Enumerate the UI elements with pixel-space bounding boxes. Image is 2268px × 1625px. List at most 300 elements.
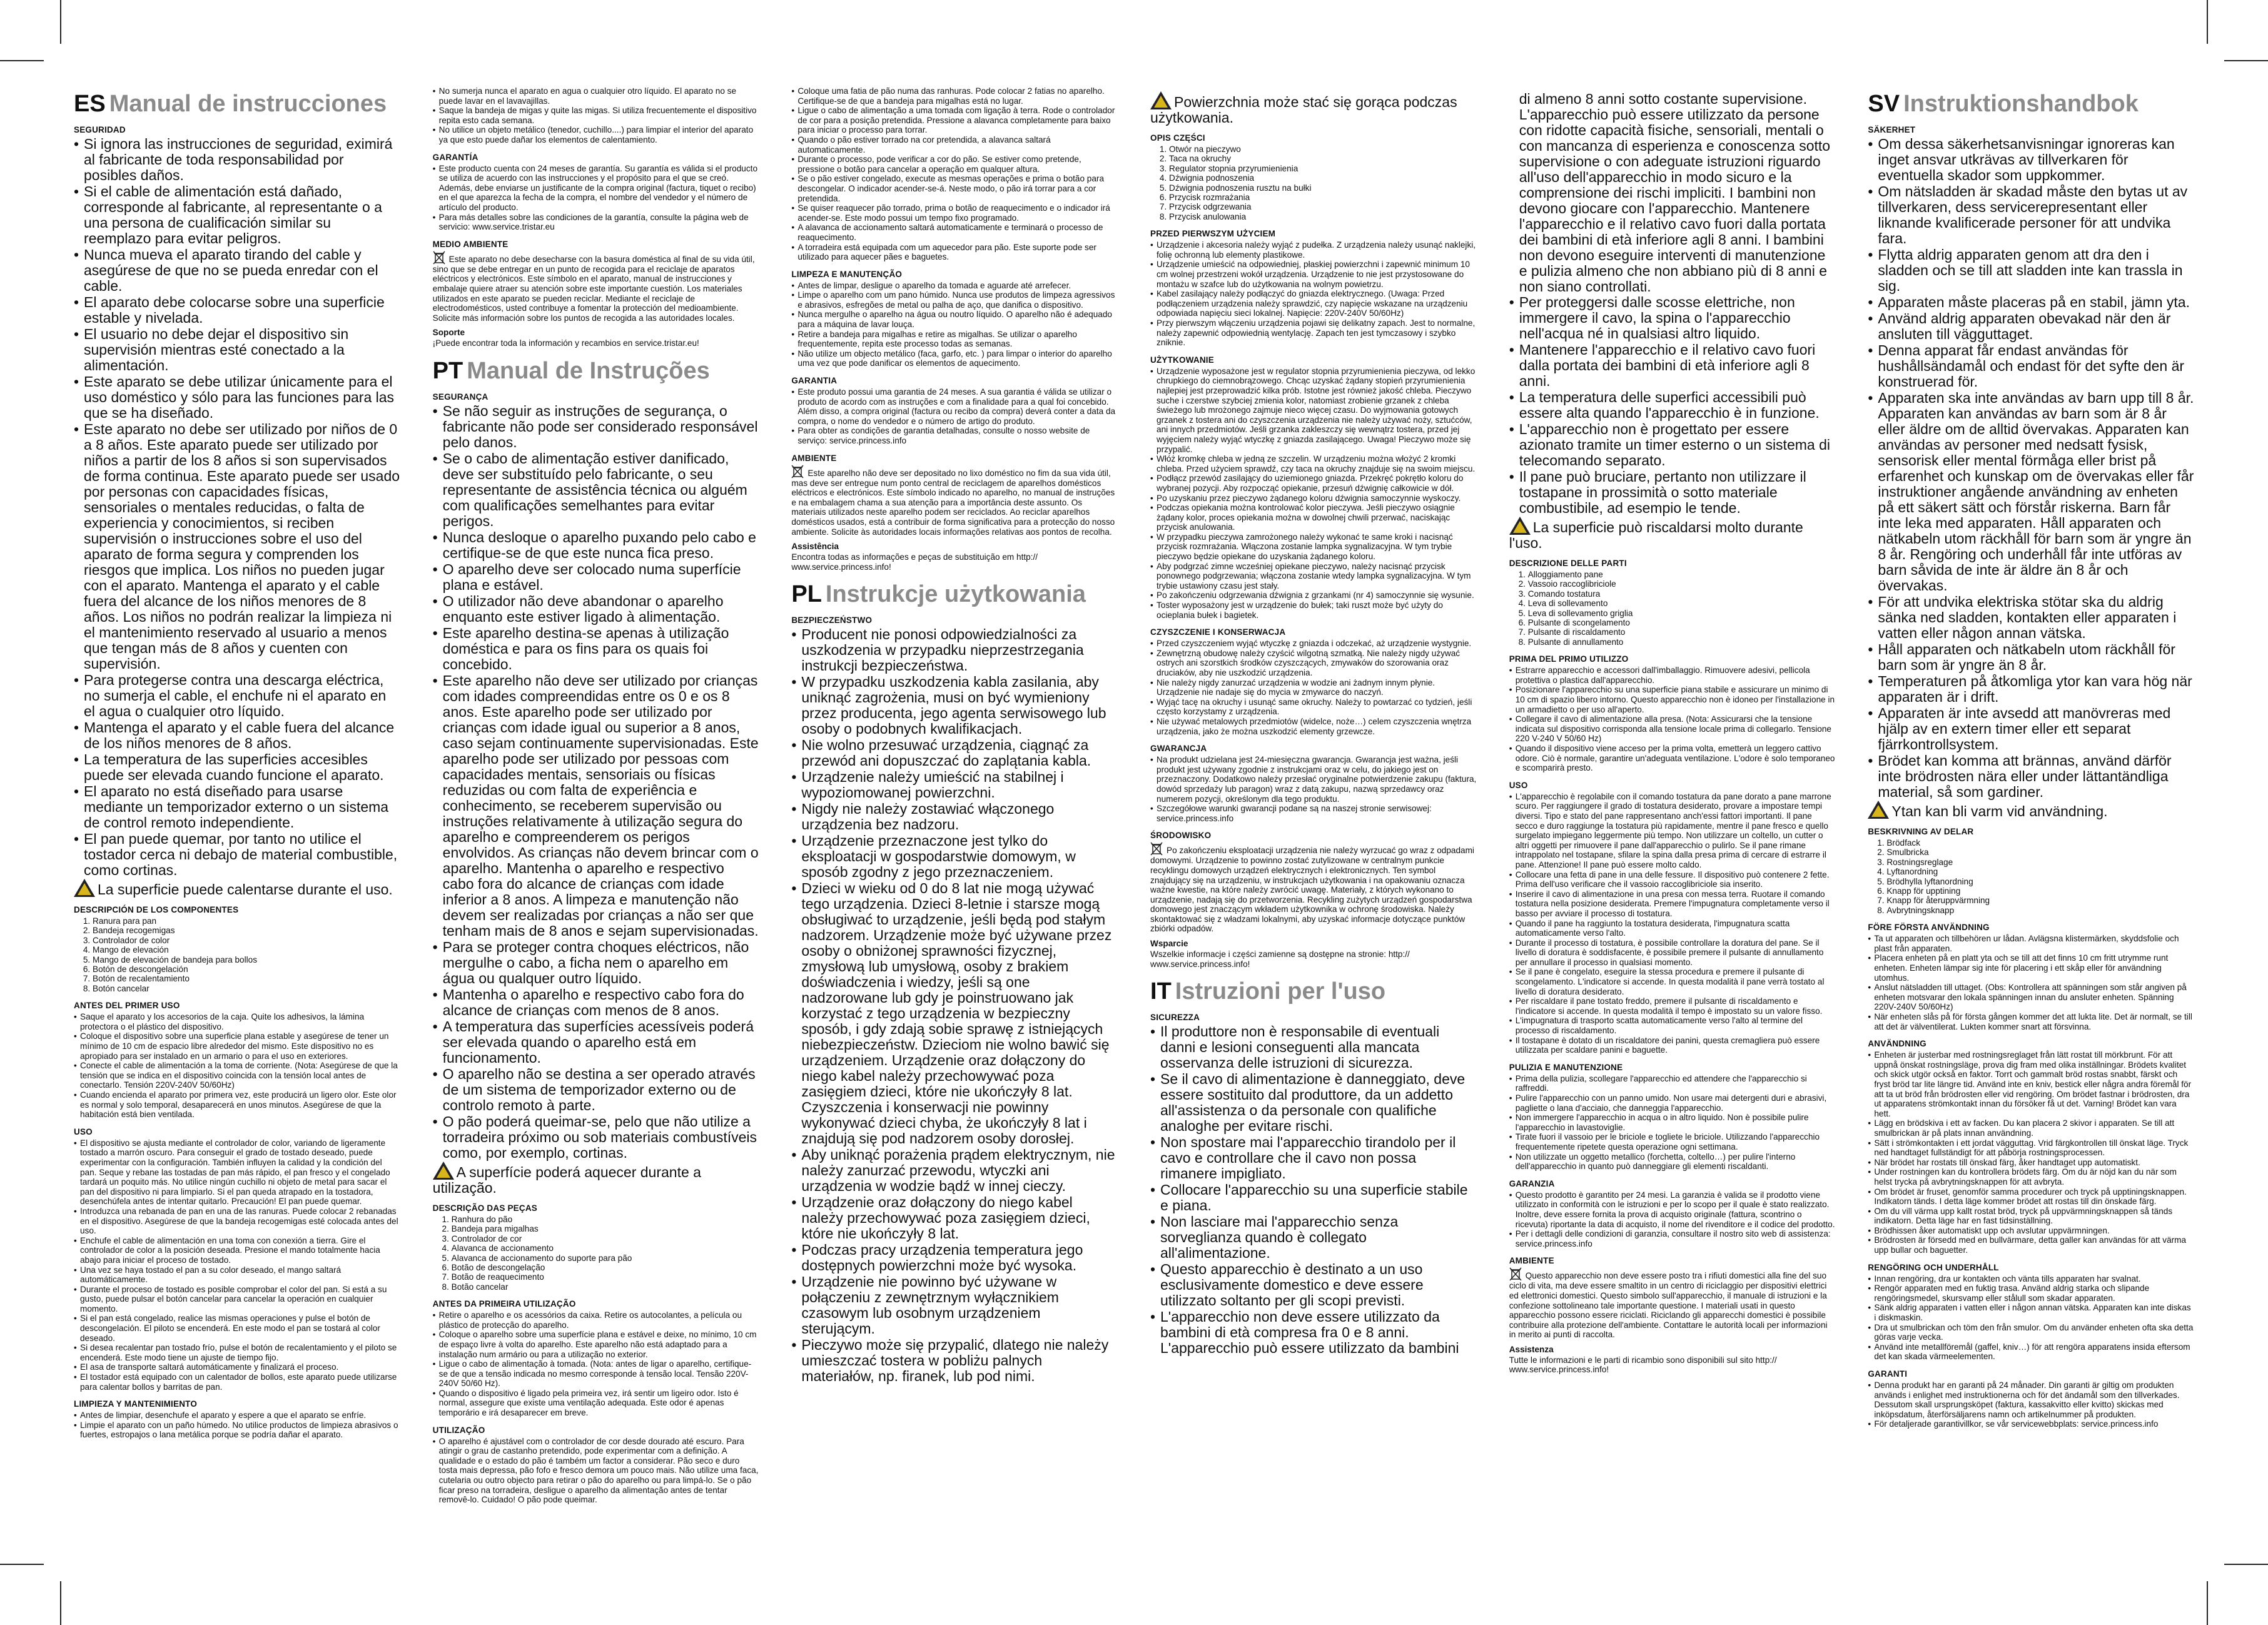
- heading: OPIS CZĘŚCI: [1150, 133, 1205, 143]
- heading: DESCRIZIONE DELLE PARTI: [1509, 559, 1627, 568]
- list-item: • Durante il processo di tostatura, è possibile controllare la doratura del pane. Se il livello di doratura è soddisfacente, è possibile premere il pulsante di annullamento per annullare il processo in qualsiasi momento.: [1509, 938, 1836, 968]
- list-item: • Este producto cuenta con 24 meses de garantía. Su garantía es válida si el producto se utiliza de acuerdo con las instrucciones y el propósito para el que se creó. Además, debe enviarse un justificante de la compra original (factura, tiquet o recibo) en el que aparezca la fecha de la compra, el nombre del vendedor y el número de artículo del producto.: [433, 164, 759, 213]
- list-item: 5. Alavanca de accionamento do suporte para pão: [452, 1253, 759, 1263]
- heading: DESCRIÇÃO DAS PEÇAS: [432, 1203, 537, 1213]
- warning-icon: [1868, 801, 1889, 819]
- lang-code: PT: [432, 357, 463, 384]
- list-item: • Este aparato se debe utilizar únicamente para el uso doméstico y sólo para las funciones para las que se ha diseñado.: [74, 374, 400, 421]
- warning-text: La superficie puede calentarse durante el uso.: [98, 881, 393, 898]
- crop-mark: [2224, 1564, 2268, 1565]
- crop-mark: [0, 60, 44, 61]
- column-es-pt: [433, 86, 759, 1544]
- warranty-list: [433, 164, 759, 232]
- list-item: • Si el pan está congelado, realice las mismas operaciones y pulse el botón de descongelación. El piloto se encenderá. En este modo el pan se tostará al color deseado.: [74, 1314, 400, 1343]
- support-text: Encontra todas as informações e peças de substituição em http:// www.service.princess.info!: [791, 552, 1038, 572]
- list-item: • Toster wyposażony jest w urządzenie do bułek; taki ruszt może być użyty do ocieplania bułek i bagietek.: [1150, 600, 1477, 620]
- environment-text: [791, 465, 1118, 537]
- heading: AMBIENTE: [791, 453, 837, 463]
- list-item: • Urządzenie i akcesoria należy wyjąć z pudełka. Z urządzenia należy usunąć naklejki, folię ochronną lub elementy plastikowe.: [1150, 240, 1477, 260]
- warning-line: [1150, 91, 1477, 126]
- list-item: 4. Leva di sollevamento: [1528, 599, 1836, 608]
- list-item: • Il pane può bruciare, pertanto non utilizzare il tostapane in prossimità o sotto materiale combustibile, ad esempio le tende.: [1509, 469, 1836, 516]
- list-item: • Urządzenie wyposażone jest w regulator stopnia przyrumienienia pieczywa, od lekko chrupkiego do ciemnobrązowego. Chcąc uzyskać żądany stopień przyrumienienia najlepiej jest przeprowadzić kilka prób. Istotne jest również jakość chleba. Pieczywo suche i czerstwe szybciej zmienia kolor, natomiast zrobienie grzanek z chleba świeżego lub mrożonego zajmuje nieco więcej czasu. Do wyjmowania gotowych grzanek z tostera ani do czyszczenia urządzenia nie należy używać noży, sztućców, ani innych przedmiotów. Jeśli grzanka zakleszczy się wewnątrz tostera, przed jej wyjęciem należy wyjąć wtyczkę z gniazda zasilającego. Uwaga! Pieczywo może się przypalić.: [1150, 367, 1477, 454]
- list-item: • Włóż kromkę chleba w jedną ze szczelin. W urządzeniu można włożyć 2 kromki chleba. Przed użyciem sprawdź, czy taca na okruchy znajduje się na swoim miejscu.: [1150, 454, 1477, 473]
- list-item: • W przypadku uszkodzenia kabla zasilania, aby uniknąć zagrożenia, musi on być wymieniony przez producenta, jego agenta serwisowego lub osoby o podobnych kwalifikacjach.: [791, 674, 1118, 737]
- first-use-list: [1150, 240, 1477, 348]
- list-item: • Na produkt udzielana jest 24-miesięczna gwarancja. Gwarancja jest ważna, jeśli produkt jest używany zgodnie z instrukcjami oraz w celu, do jakiego jest on przeznaczony. Dodatkowo należy przesłać oryginalne potwierdzenie zakupu (faktura, dowód sprzedaży lub paragon) wraz z datą zakupu, nazwą sprzedawcy oraz numerem pozycji, określonym dla tego produktu.: [1150, 755, 1477, 804]
- list-item: • Retire o aparelho e os acessórios da caixa. Retire os autocolantes, a película ou plástico de protecção do aparelho.: [433, 1310, 759, 1330]
- heading: SÄKERHET: [1868, 125, 1916, 134]
- warning-icon: [433, 1162, 454, 1180]
- list-item: • El tostador está equipado con un calentador de bollos, este aparato puede utilizarse para calentar bollos y barritas de pan.: [74, 1372, 400, 1392]
- list-item: • Kabel zasilający należy podłączyć do gniazda elektrycznego. (Uwaga: Przed podłączeniem urządzenia należy sprawdzić, czy napięcie wskazane na urządzeniu odpowiada napięciu sieci lokalnej. Napięcie: 220V-240V 50/60Hz): [1150, 289, 1477, 318]
- list-item: 3. Controlador de cor: [452, 1234, 759, 1243]
- heading: GWARANCJA: [1150, 744, 1207, 754]
- support-text: Tutte le informazioni e le parti di ricambio sono disponibili sul sito http:// www.service.princess.info!: [1509, 1355, 1777, 1375]
- safety-continued: di almeno 8 anni sotto costante supervisione. L'apparecchio può essere utilizzato da persone con ridotte capacità fisiche, sensoriali, mentali o con mancanza di esperienza e conoscenza sotto supervisione o con adeguate istruzioni riguardo all'uso dell'apparecchio in modo sicuro e la comprensione dei rischi impliciti. I bambini non devono giocare con l'apparecchio. Mantenere l'apparecchio e il relativo cavo fuori dalla portata dei bambini di età inferiore agli 8 anni. I bambini non devono eseguire interventi di manutenzione e pulizia almeno che non abbiano più di 8 anni e non siano controllati.: [1519, 91, 1831, 295]
- list-item: • Temperaturen på åtkomliga ytor kan vara hög när apparaten är i drift.: [1868, 674, 2194, 705]
- heading: LIMPIEZA Y MANTENIMIENTO: [74, 1399, 198, 1409]
- list-item: • O aparelho deve ser colocado numa superfície plana e estável.: [433, 562, 759, 593]
- parts-list: [74, 916, 400, 993]
- list-item: • El usuario no debe dejar el dispositivo sin supervisión mientras esté conectado a la alimentación.: [74, 327, 400, 373]
- list-item: • Nie wolno przesuwać urządzenia, ciągnąć za przewód ani dopuszczać do zaplątania kabla.: [791, 737, 1118, 769]
- heading: GARANZIA: [1509, 1178, 1555, 1188]
- parts-list: [1509, 570, 1836, 647]
- list-item: • Producent nie ponosi odpowiedzialności za uszkodzenia w przypadku nieprzestrzegania instrukcji bezpieczeństwa.: [791, 627, 1118, 674]
- list-item: • Apparaten ska inte användas av barn upp till 8 år. Apparaten kan användas av barn som är 8 år eller äldre om de alltid övervakas. Apparaten kan användas av personer med nedsatt fysisk, sensorisk eller mental förmåga eller brist på erfarenhet och kunskap om de övervakas eller får instruktioner angående användning av enheten på ett säkert sätt och förstår riskerna. Barn får inte leka med apparaten. Håll apparaten och nätkabeln utom räckhåll för barn som är yngre än 8 år. Rengöring och underhåll får inte utföras av barn såvida de inte är äldre än 8 år och övervakas.: [1868, 390, 2194, 594]
- environment-body: Este aparelho não deve ser depositado no lixo doméstico no fim da sua vida útil, mas deve ser entregue num ponto central de reciclagem de aparelhos domésticos eléctricos e electrónicos. Este símbolo indicado no aparelho, no manual de instruções e na embalagem chama a sua atenção para a importância deste assunto. Os materiais utilizados neste aparelho podem ser reciclados. Ao reciclar aparelhos domésticos usados, está a contribuir de forma significativa para a protecção do nosso ambiente. Solicite às autoridades locais informações relativas aos pontos de recolha.: [791, 468, 1115, 537]
- list-item: • Non spostare mai l'apparecchio tirandolo per il cavo e controllare che il cavo non possa rimanere impigliato.: [1150, 1135, 1477, 1182]
- manual-title: Istruzioni per l'uso: [1175, 978, 1386, 1005]
- list-item: 5. Leva di sollevamento griglia: [1528, 609, 1836, 618]
- heading: DESCRIPCIÓN DE LOS COMPONENTES: [74, 905, 239, 914]
- first-use-list: [74, 1012, 400, 1120]
- list-item: • Podłącz przewód zasilający do uziemionego gniazda. Przekręć pokrętło koloru do wybranej pozycji. Aby rozpocząć opiekanie, przesuń dźwignię całkowicie w dół.: [1150, 473, 1477, 493]
- list-item: • För att undvika elektriska stötar ska du aldrig sänka ned sladden, kontakten eller apparaten i vatten eller någon annan vätska.: [1868, 594, 2194, 641]
- heading: GARANTIA: [791, 376, 838, 386]
- list-item: • A torradeira está equipada com um aquecedor para pão. Este suporte pode ser utilizado para aquecer pães e baguetes.: [791, 243, 1118, 262]
- list-item: 1. Ranhura do pão: [452, 1215, 759, 1224]
- list-item: • Coloque o aparelho sobre uma superfície plana e estável e deixe, no mínimo, 10 cm de espaço livre à volta do aparelho. Este aparelho não está adaptado para a instalação num armário ou para a utilização no exterior.: [433, 1330, 759, 1359]
- support-text: Wszelkie informacje i części zamienne są dostępne na stronie: http:// www.service.princess.info!: [1150, 949, 1410, 969]
- crop-mark: [2224, 60, 2268, 61]
- list-item: • El aparato debe colocarse sobre una superficie estable y nivelada.: [74, 295, 400, 326]
- lang-code: ES: [74, 91, 106, 117]
- list-item: • O aparelho é ajustável com o controlador de cor desde dourado até escuro. Para atingir o grau de castanho pretendido, pode experimentar com a definição. A qualidade e o estado do pão é também um factor a considerar. Pão seco e duro tosta mais depressa, pão fofo e fresco demora um pouco mais. Não utilize uma faca, cutelaria ou outro objecto para retirar o pão do aparelho ou para limpá-lo. Se o pão ficar preso na torradeira, desligue o aparelho da alimentação antes de tentar removê-lo. Cuidado! O pão pode queimar.: [433, 1437, 759, 1505]
- heading: USO: [1509, 780, 1528, 790]
- heading: BEZPIECZEŃSTWO: [791, 615, 873, 625]
- heading: GARANTÍA: [432, 152, 478, 162]
- list-item: • Enchufe el cable de alimentación en una toma con conexión a tierra. Gire el controlador de color a la posición deseada. Presione el mando totalmente hacia abajo para iniciar el proceso de tostado.: [74, 1236, 400, 1265]
- list-item: 3. Regulator stopnia przyrumienienia: [1169, 164, 1477, 173]
- use-list: [433, 1437, 759, 1505]
- list-item: 6. Knapp för upptining: [1886, 886, 2194, 896]
- list-item: 7. Botón de recalentamiento: [93, 974, 400, 983]
- list-item: 6. Przycisk rozmrażania: [1169, 193, 1477, 202]
- manual-title: Manual de Instruções: [467, 357, 710, 384]
- support-text: ¡Puede encontrar toda la información y recambios en service.tristar.eu!: [432, 338, 699, 348]
- list-item: • Coloque el dispositivo sobre una superficie plana estable y asegúrese de tener un mínimo de 10 cm de espacio libre alrededor del mismo. Este dispositivo no es apropiado para ser instalado en un armario o para el uso en exteriores.: [74, 1031, 400, 1061]
- manual-title: Instruktionshandbok: [1903, 91, 2139, 117]
- warranty-list: [1509, 1190, 1836, 1249]
- heading: MEDIO AMBIENTE: [432, 239, 509, 249]
- list-item: • La temperatura delle superfici accessibili può essere alta quando l'apparecchio è in funzione.: [1509, 390, 1836, 421]
- heading: RENGÖRING OCH UNDERHÅLL: [1868, 1262, 1999, 1272]
- heading: ANTES DEL PRIMER USO: [74, 1001, 180, 1011]
- list-item: • Retire a bandeja para migalhas e retire as migalhas. Se utilizar o aparelho frequentemente, repita este processo todas as semanas.: [791, 330, 1118, 349]
- list-item: • Este aparelho destina-se apenas à utilização doméstica e para os fins para os quais foi concebido.: [433, 625, 759, 672]
- lang-code: IT: [1150, 978, 1172, 1005]
- parts-list: [433, 1215, 759, 1292]
- list-item: 2. Smulbricka: [1886, 848, 2194, 857]
- warning-text: Ytan kan bli varm vid användning.: [1891, 803, 2108, 819]
- list-item: 2. Vassoio raccoglibriciole: [1528, 579, 1836, 589]
- list-item: 8. Botão cancelar: [452, 1282, 759, 1292]
- list-item: 2. Bandeja para migalhas: [452, 1224, 759, 1233]
- list-item: 1. Otwór na pieczywo: [1169, 144, 1477, 154]
- list-item: • Sänk aldrig apparaten i vatten eller i någon annan vätska. Apparaten kan inte diskas i diskmaskin.: [1868, 1303, 2194, 1322]
- heading: PULIZIA E MANUTENZIONE: [1509, 1062, 1623, 1072]
- environment-body: Po zakończeniu eksploatacji urządzenia nie należy wyrzucać go wraz z odpadami domowymi. Urządzenie to powinno zostać zutylizowane w centralnym punkcie recyklingu domowych urządzeń elektrycznych i elektronicznych. Ten symbol znajdujący się na urządzeniu, w instrukcjach użytkowania i na opakowaniu oznacza ważne kwestie, na które należy zwrócić uwagę. Materiały, z których wykonano to urządzenie, nadają się do przetworzenia. Recykling zużytych urządzeń gospodarstwa domowego jest znaczącym wkładem użytkownika w ochronę środowiska. Należy skontaktować się z władzami lokalnymi, aby uzyskać informacje dotyczące punktów zbiórki odpadów.: [1150, 846, 1474, 934]
- list-item: • Urządzenie umieścić na odpowiedniej, płaskiej powierzchni i zapewnić minimum 10 cm wolnej przestrzeni wokół urządzenia. Urządzenie to nie jest przystosowane do montażu w szafce lub do użytkowania na wolnym powietrzu.: [1150, 260, 1477, 289]
- list-item: • Przed czyszczeniem wyjąć wtyczkę z gniazda i odczekać, aż urządzenie wystygnie.: [1150, 639, 1477, 649]
- list-item: • Szczegółowe warunki gwarancji podane są na naszej stronie serwisowej: service.princess.info: [1150, 804, 1477, 823]
- list-item: • Per riscaldare il pane tostato freddo, premere il pulsante di riscaldamento e l'indicatore si accende. In questa modalità il tempo è impostato su un valore fisso.: [1509, 996, 1836, 1016]
- list-item: • Se quiser reaquecer pão torrado, prima o botão de reaquecimento e o indicador irá acender-se. Este modo possui um tempo fixo programado.: [791, 203, 1118, 223]
- list-item: • Pulire l'apparecchio con un panno umido. Non usare mai detergenti duri e abrasivi, pagliette o lana d'acciaio, che danneggia l'apparecchio.: [1509, 1093, 1836, 1113]
- list-item: 6. Botón de descongelación: [93, 964, 400, 974]
- list-item: • Ligue o cabo de alimentação a uma tomada com ligação à terra. Rode o controlador de cor para a posição pretendida. Pressione a alavanca completamente para baixo para iniciar o processo para torrar.: [791, 106, 1118, 135]
- environment-body: Questo apparecchio non deve essere posto tra i rifiuti domestici alla fine del suo ciclo di vita, ma deve essere smaltito in un centro di riciclaggio per dispositivi elettrici ed elettronici domestici. Questo simbolo sull'apparecchio, il manuale di istruzioni e la confezione sottolineano tale importante questione. I materiali usati in questo apparecchio possono essere riciclati. Riciclando gli apparecchi domestici è possibile contribuire alla protezione dell'ambiente. Contattare le autorità locali per informazioni in merito ai punti di raccolta.: [1509, 1271, 1828, 1340]
- manual-page: [74, 86, 2194, 1544]
- section-title-es: [74, 90, 400, 118]
- parts-list: [1150, 144, 1477, 221]
- list-item: 7. Pulsante di riscaldamento: [1528, 627, 1836, 637]
- list-item: 8. Przycisk anulowania: [1169, 212, 1477, 221]
- safety-list-continued: [1509, 295, 1836, 516]
- list-item: • När brödet har rostats till önskad färg, åker handtaget upp automatiskt.: [1868, 1158, 2194, 1168]
- list-item: • Collocare l'apparecchio su una superficie stabile e piana.: [1150, 1182, 1477, 1213]
- crop-mark: [60, 0, 61, 44]
- list-item: • No utilice un objeto metálico (tenedor, cuchillo....) para limpiar el interior del aparato ya que esto puede dañar los elementos de calentamiento.: [433, 125, 759, 144]
- list-item: • Este produto possui uma garantia de 24 meses. A sua garantia é válida se utilizar o produto de acordo com as instruções e com a finalidade para a qual foi concebido. Além disso, a compra original (factura ou recibo da compra) deverá conter a data da compra, o nome do vendedor e o número de artigo do produto.: [791, 387, 1118, 426]
- recycle-bin-icon: [1509, 1267, 1522, 1281]
- list-item: • Mantenga el aparato y el cable fuera del alcance de los niños menores de 8 años.: [74, 720, 400, 751]
- list-item: • Denna produkt har en garanti på 24 månader. Din garanti är giltig om produkten används i enlighet med instruktionerna och för det ändamål som den tillverkades. Dessutom skall ursprungsköpet (faktura, kassakvitto eller kvitto) skickas med inköpsdatum, återförsäljarens namn och artikelnummer på produkten.: [1868, 1380, 2194, 1419]
- warranty-list: [1150, 755, 1477, 823]
- list-item: • Se o pão estiver congelado, execute as mesmas operações e prima o botão para descongelar. O indicador acender-se-á. Neste modo, o pão irá torrar para a cor pretendida.: [791, 174, 1118, 203]
- section-title-it: [1150, 978, 1477, 1005]
- recycle-bin-icon: [1150, 842, 1163, 856]
- list-item: • Ligue o cabo de alimentação à tomada. (Nota: antes de ligar o aparelho, certifique-se de que a tensão indicada no mesmo corresponde à tensão local. Tensão 220V-240V 50/60 Hz).: [433, 1359, 759, 1389]
- list-item: 3. Rostningsreglage: [1886, 858, 2194, 867]
- support-heading: Assistência: [791, 542, 839, 552]
- list-item: • Nigdy nie należy zostawiać włączonego urządzenia bez nadzoru.: [791, 801, 1118, 833]
- heading: FÖRE FÖRSTA ANVÄNDNING: [1868, 923, 1990, 933]
- list-item: • Quando o dispositivo é ligado pela primeira vez, irá sentir um ligeiro odor. Isto é normal, assegure que existe uma ventilação adequada. Este odor é apenas temporário e irá desaparecer em breve.: [433, 1389, 759, 1418]
- clean-list: [1150, 639, 1477, 736]
- use-list: [74, 1138, 400, 1392]
- list-item: • Non utilizzate un oggetto metallico (forchetta, coltello…) per pulire l'interno dell'apparecchio in quanto può danneggiare gli elementi riscaldanti.: [1509, 1152, 1836, 1172]
- heading: PRIMA DEL PRIMO UTILIZZO: [1509, 654, 1629, 664]
- list-item: • Coloque uma fatia de pão numa das ranhuras. Pode colocar 2 fatias no aparelho. Certifique-se de que a bandeja para migalhas está no lugar.: [791, 86, 1118, 106]
- list-item: 5. Brödhylla lyftanordning: [1886, 877, 2194, 886]
- list-item: • Non immergere l'apparecchio in acqua o in altro liquido. Non è possibile pulire l'apparecchio in lavastoviglie.: [1509, 1113, 1836, 1132]
- list-item: • Antes de limpar, desligue o aparelho da tomada e aguarde até arrefecer.: [791, 281, 1118, 291]
- list-item: 5. Mango de elevación de bandeja para bollos: [93, 955, 400, 964]
- list-item: • Questo prodotto è garantito per 24 mesi. La garanzia è valida se il prodotto viene utilizzato in conformità con le istruzioni e per lo scopo per il quale è stato realizzato. Inoltre, deve essere fornita la prova di acquisto originale (fattura, scontrino o ricevuta) riportante la data di acquisto, il nome del rivenditore e il codice del prodotto.: [1509, 1190, 1836, 1229]
- heading: BESKRIVNING AV DELAR: [1868, 827, 1974, 836]
- warning-line: [1868, 801, 2194, 819]
- crop-mark: [2207, 0, 2208, 44]
- list-item: • Estrarre apparecchio e accessori dall'imballaggio. Rimuovere adesivi, pellicola protettiva o plastica dall'apparecchio.: [1509, 666, 1836, 685]
- list-item: • Se o cabo de alimentação estiver danificado, deve ser substituído pelo fabricante, o seu representante de assistência técnica ou alguém com qualificações semelhantes para evitar perigos.: [433, 451, 759, 529]
- warning-line: [74, 879, 400, 898]
- list-item: • Zewnętrzną obudowę należy czyścić wilgotną szmatką. Nie należy nigdy używać ostrych ani szorstkich środków czyszczących, zmywaków do szorowania oraz druciaków, aby nie uszkodzić urządzenia.: [1150, 649, 1477, 678]
- heading: GARANTI: [1868, 1369, 1908, 1379]
- list-item: • Mantenha o aparelho e respectivo cabo fora do alcance de crianças com menos de 8 anos.: [433, 987, 759, 1018]
- list-item: • Nunca desloque o aparelho puxando pelo cabo e certifique-se de que este nunca fica preso.: [433, 530, 759, 561]
- support-heading: Wsparcie: [1150, 939, 1188, 949]
- list-item: • Se não seguir as instruções de segurança, o fabricante não pode ser considerado responsável pelo danos.: [433, 403, 759, 450]
- section-title-sv: [1868, 90, 2194, 118]
- list-item: • L'apparecchio non deve essere utilizzato da bambini di età compresa fra 0 e 8 anni. L'apparecchio può essere utilizzato da bambini: [1150, 1309, 1477, 1356]
- list-item: • Flytta aldrig apparaten genom att dra den i sladden och se till att sladden inte kan trassla in sig.: [1868, 247, 2194, 294]
- list-item: • Po zakończeniu odgrzewania dźwignia z grzankami (nr 4) samoczynnie się wysunie.: [1150, 590, 1477, 600]
- list-item: • La temperatura de las superficies accesibles puede ser elevada cuando funcione el aparato.: [74, 752, 400, 783]
- list-item: • L'impugnatura di trasporto scatta automaticamente verso l'alto al termine del processo di riscaldamento.: [1509, 1016, 1836, 1035]
- crop-mark: [0, 1564, 44, 1565]
- list-item: • Collocare una fetta di pane in una delle fessure. Il dispositivo può contenere 2 fette. Prima dell'uso verificare che il vassoio raccoglibriciole sia inserito.: [1509, 870, 1836, 889]
- list-item: • Conecte el cable de alimentación a la toma de corriente. (Nota: Asegúrese de que la tensión que se indica en el dispositivo coincida con la tensión local antes de conectarlo. Tensión 220V-240V 50/60Hz): [74, 1061, 400, 1090]
- list-item: 1. Brödfack: [1886, 838, 2194, 848]
- heading: LIMPEZA E MANUTENÇÃO: [791, 269, 903, 279]
- clean-list: [74, 1410, 400, 1440]
- column-es: [74, 86, 400, 1544]
- list-item: • Per proteggersi dalle scosse elettriche, non immergere il cavo, la spina o l'apparecchio nell'acqua né in qualsiasi altro liquido.: [1509, 295, 1836, 342]
- column-pt-pl: [791, 86, 1118, 1544]
- list-item: 1. Ranura para pan: [93, 916, 400, 926]
- first-use-list: [1509, 666, 1836, 773]
- list-item: • A alavanca de accionamento saltará automaticamente e terminará o processo de reaquecimento.: [791, 223, 1118, 242]
- list-item: • Para más detalles sobre las condiciones de la garantía, consulte la página web de servicio: www.service.tristar.eu: [433, 213, 759, 232]
- warning-line: [1509, 517, 1836, 551]
- heading: PRZED PIERWSZYM UŻYCIEM: [1150, 229, 1276, 239]
- list-item: • Saque la bandeja de migas y quite las migas. Si utiliza frecuentemente el dispositivo repita esto cada semana.: [433, 106, 759, 125]
- list-item: • Urządzenie należy umieścić na stabilnej i wypoziomowanej powierzchni.: [791, 769, 1118, 801]
- lang-code: SV: [1868, 91, 1900, 117]
- list-item: • Apparaten är inte avsedd att manövreras med hjälp av en extern timer eller ett separat fjärrkontrollsystem.: [1868, 706, 2194, 752]
- list-item: • Podczas opiekania można kontrolować kolor pieczywa. Jeśli pieczywo osiągnie żądany kolor, proces opiekania można w dowolnej chwili przerwać, naciskając przycisk anulowania.: [1150, 503, 1477, 532]
- list-item: • El aparato no está diseñado para usarse mediante un temporizador externo o un sistema de control remoto independiente.: [74, 784, 400, 831]
- list-item: 3. Comando tostatura: [1528, 589, 1836, 599]
- list-item: • Si ignora las instrucciones de seguridad, eximirá al fabricante de toda responsabilidad por posibles daños.: [74, 136, 400, 183]
- heading: SEGURANÇA: [432, 392, 489, 402]
- list-item: • Durante o processo, pode verificar a cor do pão. Se estiver como pretende, pressione o botão para cancelar a operação em qualquer altura.: [791, 154, 1118, 174]
- list-item: • Håll apparaten och nätkabeln utom räckhåll för barn som är yngre än 8 år.: [1868, 642, 2194, 673]
- list-item: 6. Pulsante di scongelamento: [1528, 618, 1836, 627]
- list-item: • Para se proteger contra choques eléctricos, não mergulhe o cabo, a ficha nem o aparelho em água ou qualquer outro líquido.: [433, 939, 759, 986]
- use-list-continued: [791, 86, 1118, 262]
- support-heading: Soporte: [432, 328, 465, 338]
- list-item: 7. Przycisk odgrzewania: [1169, 202, 1477, 211]
- clean-list: [791, 281, 1118, 368]
- list-item: 5. Dźwignia podnoszenia rusztu na bułki: [1169, 183, 1477, 193]
- safety-list: [1868, 136, 2194, 800]
- heading: UŻYTKOWANIE: [1150, 355, 1214, 365]
- list-item: • Under rostningen kan du kontrollera brödets färg. Om du är nöjd kan du när som helst trycka på avbrytningsknappen för att avbryta.: [1868, 1167, 2194, 1187]
- environment-text: [1150, 842, 1477, 934]
- environment-text: [433, 251, 759, 323]
- warning-text: La superficie può riscaldarsi molto durante l'uso.: [1509, 519, 1803, 551]
- list-item: • Dra ut smulbrickan och töm den från smulor. Om du använder enheten ofta ska detta göras varje vecka.: [1868, 1323, 2194, 1342]
- list-item: • Saque el aparato y los accesorios de la caja. Quite los adhesivos, la lámina protectora o el plástico del dispositivo.: [74, 1012, 400, 1031]
- list-item: • Podczas pracy urządzenia temperatura jego dostępnych powierzchni może być wysoka.: [791, 1242, 1118, 1273]
- list-item: • Wyjąć tacę na okruchy i usunąć same okruchy. Należy to powtarzać co tydzień, jeśli często korzystamy z urządzenia.: [1150, 697, 1477, 717]
- list-item: • O pão poderá queimar-se, pelo que não utilize a torradeira próximo ou sob materiais combustíveis como, por exemplo, cortinas.: [433, 1114, 759, 1161]
- list-item: • Se il pane è congelato, eseguire la stessa procedura e premere il pulsante di scongelamento. L'indicatore si accende. In questa modalità il pane verrà tostato al livello di doratura desiderato.: [1509, 967, 1836, 996]
- list-item: • El asa de transporte saltará automáticamente y finalizará el proceso.: [74, 1362, 400, 1372]
- manual-title: Instrukcje użytkowania: [825, 581, 1086, 608]
- list-item: • Brödhissen åker automatiskt upp och avslutar uppvärmningen.: [1868, 1226, 2194, 1236]
- list-item: • Mantenere l'apparecchio e il relativo cavo fuori dalla portata dei bambini di età inferiore agli 8 anni.: [1509, 342, 1836, 389]
- list-item: • Quando o pão estiver torrado na cor pretendida, a alavanca saltará automaticamente.: [791, 135, 1118, 154]
- list-item: • Placera enheten på en platt yta och se till att det finns 10 cm fritt utrymme runt enheten. Enheten lämpar sig inte för placering i ett skåp eller för användning utomhus.: [1868, 953, 2194, 983]
- heading: SEGURIDAD: [74, 125, 126, 134]
- list-item: • Använd inte metallföremål (gaffel, kniv…) för att rengöra apparatens insida eftersom det kan skada värmeelementen.: [1868, 1342, 2194, 1362]
- list-item: • Este aparato no debe ser utilizado por niños de 0 a 8 años. Este aparato puede ser utilizado por niños a partir de los 8 años si son supervisados de forma continua. Este aparato puede ser usado por personas con capacidades físicas, sensoriales o mentales reducidas, o falta de experiencia y conocimientos, si reciben supervisión o instrucciones sobre el uso del aparato de forma segura y comprenden los riesgos que implica. Los niños no pueden jugar con el aparato. Mantenga el aparato y el cable fuera del alcance de los niños menores de 8 años. Los niños no podrán realizar la limpieza ni el mantenimiento reservado al usuario a menos que tengan más de 8 años y cuenten con supervisión.: [74, 422, 400, 672]
- list-item: • O aparelho não se destina a ser operado através de um sistema de temporizador externo ou de controlo remoto à parte.: [433, 1066, 759, 1113]
- list-item: • Innan rengöring, dra ur kontakten och vänta tills apparaten har svalnat.: [1868, 1274, 2194, 1284]
- list-item: • Om du vill värma upp kallt rostat bröd, tryck på uppvärmningsknappen så tänds indikatorn. Detta läge har en fast tidsinställning.: [1868, 1207, 2194, 1226]
- use-list: [1868, 1050, 2194, 1255]
- list-item: • Durante el proceso de tostado es posible comprobar el color del pan. Si está a su gusto, puede pulsar el botón cancelar para cancelar la operación en cualquier momento.: [74, 1285, 400, 1314]
- warning-icon: [1150, 91, 1172, 109]
- heading: ANVÄNDNING: [1868, 1039, 1926, 1049]
- column-pl: [1150, 86, 1477, 1544]
- safety-list: [1150, 1024, 1477, 1356]
- list-item: • Cuando encienda el aparato por primera vez, este producirá un ligero olor. Este olor es normal y solo temporal, desaparecerá en unos minutos. Asegúrese de que la habitación está bien ventilada.: [74, 1090, 400, 1120]
- list-item: • Non lasciare mai l'apparecchio senza sorveglianza quando è collegato all'alimentazione.: [1150, 1214, 1477, 1261]
- list-item: • W przypadku pieczywa zamrożonego należy wykonać te same kroki i nacisnąć przycisk rozmrażania. Włączona zostanie lampka sygnalizacyjna. W tym trybie pieczywo będzie opiekane do uzyskania żądanego koloru.: [1150, 532, 1477, 562]
- safety-list: [791, 627, 1118, 1384]
- list-item: • Tirate fuori il vassoio per le briciole e togliete le briciole. Utilizzando l'apparecchio frequentemente ripetete questa operazione ogni settimana.: [1509, 1132, 1836, 1152]
- list-item: • Nie używać metalowych przedmiotów (widelce, noże…) celem czyszczenia wnętrza urządzenia, jako że można uszkodzić elementy grzewcze.: [1150, 717, 1477, 736]
- environment-text: [1509, 1267, 1836, 1340]
- list-item: 6. Botão de descongelação: [452, 1263, 759, 1272]
- recycle-bin-icon: [433, 251, 445, 265]
- list-item: • Posizionare l'apparecchio su una superficie piana stabile e assicurare un minimo di 10 cm di spazio libero intorno. Questo apparecchio non è idoneo per l'installazione in un armadietto o per uso all'aperto.: [1509, 685, 1836, 714]
- list-item: • Om brödet är fruset, genomför samma procedurer och tryck på upptiningsknappen. Indikatorn tänds. I detta läge kommer brödet att rostas till din önskade färg.: [1868, 1187, 2194, 1207]
- list-item: • Lägg en brödskiva i ett av facken. Du kan placera 2 skivor i apparaten. Se till att smulbrickan är på plats innan användning.: [1868, 1118, 2194, 1138]
- list-item: • Po uzyskaniu przez pieczywo żądanego koloru dźwignia samoczynnie wyskoczy.: [1150, 494, 1477, 504]
- list-item: • Apparaten måste placeras på en stabil, jämn yta.: [1868, 295, 2194, 310]
- clean-list: [1509, 1074, 1836, 1172]
- first-use-list: [433, 1310, 759, 1418]
- list-item: 7. Knapp för återuppvärmning: [1886, 896, 2194, 905]
- heading: AMBIENTE: [1509, 1256, 1554, 1266]
- list-item: 1. Alloggiamento pane: [1528, 570, 1836, 579]
- first-use-list: [1868, 934, 2194, 1031]
- column-it: [1509, 86, 1836, 1544]
- list-item: • Quando il pane ha raggiunto la tostatura desiderata, l'impugnatura scatta automaticamente verso l'alto.: [1509, 919, 1836, 938]
- list-item: 4. Lyftanordning: [1886, 867, 2194, 876]
- list-item: • Nie należy nigdy zanurzać urządzenia w wodzie ani żadnym innym płynie. Urządzenie nie nadaje się do mycia w zmywarce do naczyń.: [1150, 678, 1477, 697]
- list-item: • Para obter as condições de garantia detalhadas, consulte o nosso website de serviço: service.princess.info: [791, 426, 1118, 445]
- list-item: 4. Mango de elevación: [93, 945, 400, 954]
- use-list: [1509, 792, 1836, 1055]
- list-item: 8. Pulsante di annullamento: [1528, 637, 1836, 647]
- warning-text: A superfície poderá aquecer durante a utilização.: [432, 1163, 701, 1196]
- manual-title: Manual de instrucciones: [109, 91, 387, 117]
- list-item: • Questo apparecchio è destinato a un uso esclusivamente domestico e deve essere utilizzato soltanto per gli scopi previsti.: [1150, 1262, 1477, 1309]
- list-item: • Este aparelho não deve ser utilizado por crianças com idades compreendidas entre os 0 e os 8 anos. Este aparelho pode ser utilizado por crianças com idade igual ou superior a 8 anos, caso sejam continuamente supervisionadas. Este aparelho pode ser utilizado por pessoas com capacidades mentais, sensoriais ou físicas reduzidas ou com falta de experiência e conhecimento, se receberem supervisão ou instruções relativamente à utilização segura do aparelho e compreenderem os perigos envolvidos. As crianças não devem brincar com o aparelho. Mantenha o aparelho e respectivo cabo fora do alcance de crianças com idade inferior a 8 anos. A limpeza e manutenção não devem ser realizadas por crianças a não ser que tenham mais de 8 anos e sejam supervisionadas.: [433, 673, 759, 939]
- list-item: • Per i dettagli delle condizioni di garanzia, consultare il nostro sito web di assistenza: service.princess.info: [1509, 1229, 1836, 1248]
- clean-list-continued: [433, 86, 759, 145]
- list-item: • El dispositivo se ajusta mediante el controlador de color, variando de ligeramente tostado a marrón oscuro. Para conseguir el grado de tostado deseado, puede experimentar con la configuración. También influyen la calidad y la condición del pan. Seque y rebane las tostadas de pan más rápido, el pan fresco y el congelado tardará un poquito más. No utilice ningún cuchillo ni objeto de metal para sacar el pan del dispositivo ni para limpiarlo. Si el pan queda atrapado en la tostadora, desenchúfela antes de intentar quitarlo. Precaución! El pan puede quemar.: [74, 1138, 400, 1207]
- list-item: • El pan puede quemar, por tanto no utilice el tostador cerca ni debajo de material combustible, como cortinas.: [74, 831, 400, 878]
- list-item: • Aby podgrzać zimne wcześniej opiekane pieczywo, należy nacisnąć przycisk ponownego podgrzewania; włączona zostanie wtedy lampka sygnalizacyjna. W tym trybie ustawiony czasu jest stały.: [1150, 562, 1477, 591]
- list-item: • Urządzenie oraz dołączony do niego kabel należy przechowywać poza zasięgiem dzieci, które nie ukończyły 8 lat.: [791, 1195, 1118, 1242]
- list-item: • Se il cavo di alimentazione è danneggiato, deve essere sostituito dal produttore, da un addetto all'assistenza o da personale con qualifiche analoghe per evitare rischi.: [1150, 1071, 1477, 1134]
- warning-text: Powierzchnia może stać się gorąca podczas użytkowania.: [1150, 94, 1457, 126]
- list-item: • Não utilize um objecto metálico (faca, garfo, etc. ) para limpar o interior do aparelho uma vez que pode danificar os elementos de aquecimento.: [791, 349, 1118, 368]
- crop-mark: [60, 1581, 61, 1625]
- list-item: 2. Bandeja recogemigas: [93, 926, 400, 935]
- list-item: • För detaljerade garantivillkor, se vår servicewebbplats: service.princess.info: [1868, 1419, 2194, 1429]
- warning-line: [433, 1162, 759, 1196]
- support-heading: Assistenza: [1509, 1344, 1554, 1354]
- section-title-pt: [433, 357, 759, 385]
- list-item: • Collegare il cavo di alimentazione alla presa. (Nota: Assicurarsi che la tensione indicata sul dispositivo corrisponda alla tensione locale prima di collegarlo. Tensione 220 V-240 V 50/60 Hz): [1509, 714, 1836, 744]
- list-item: • Una vez se haya tostado el pan a su color deseado, el mango saltará automáticamente.: [74, 1265, 400, 1285]
- heading: SICUREZZA: [1150, 1013, 1200, 1023]
- lang-code: PL: [791, 581, 822, 608]
- heading: ŚRODOWISKO: [1150, 831, 1212, 841]
- list-item: • Il tostapane è dotato di un riscaldatore dei panini, questa cremagliera può essere utilizzata per scaldare panini e baguette.: [1509, 1036, 1836, 1055]
- parts-list: [1868, 838, 2194, 915]
- list-item: 4. Alavanca de accionamento: [452, 1243, 759, 1253]
- list-item: • Urządzenie przeznaczone jest tylko do eksploatacji w gospodarstwie domowym, w sposób zgodny z jego przeznaczeniem.: [791, 833, 1118, 880]
- column-sv: [1868, 86, 2194, 1544]
- list-item: • Limpe o aparelho com um pano húmido. Nunca use produtos de limpeza agressivos e abrasivos, esfregões de metal ou palha de aço, que danifica o dispositivo.: [791, 290, 1118, 310]
- list-item: • När enheten slås på för första gången kommer det att lukta lite. Det är normalt, se till att det är välventilerat. Lukten kommer snart att försvinna.: [1868, 1012, 2194, 1031]
- list-item: 4. Dźwignia podnoszenia: [1169, 173, 1477, 183]
- list-item: • Prima della pulizia, scollegare l'apparecchio ed attendere che l'apparecchio si raffreddi.: [1509, 1074, 1836, 1093]
- list-item: • Si desea recalentar pan tostado frío, pulse el botón de recalentamiento y el piloto se encenderá. Este modo tiene un ajuste de tiempo fijo.: [74, 1343, 400, 1362]
- list-item: • Ta ut apparaten och tillbehören ur lådan. Avlägsna klistermärken, skyddsfolie och plast från apparaten.: [1868, 934, 2194, 953]
- list-item: • Brödrosten är försedd med en bullvärmare, detta galler kan användas för att värma upp bullar och baguetter.: [1868, 1235, 2194, 1255]
- section-title-pl: [791, 580, 1118, 608]
- list-item: • A temperatura das superfícies acessíveis poderá ser elevada quando o aparelho está em funcionamento.: [433, 1019, 759, 1066]
- heading: CZYSZCZENIE I KONSERWACJA: [1150, 627, 1286, 637]
- list-item: 8. Botón cancelar: [93, 984, 400, 993]
- list-item: • Nunca mergulhe o aparelho na água ou noutro líquido. O aparelho não é adequado para a máquina de lavar louça.: [791, 310, 1118, 329]
- list-item: • Enheten är justerbar med rostningsreglaget från lätt rostat till mörkbrunt. För att uppnå önskat rostningsläge, prova dig fram med olika inställningar. Brödets kvalitet och skick utgör också en faktor. Torrt och gammalt bröd rostas snabbt, färskt och fryst bröd tar lite längre tid. Använd inte en kniv, bestick eller några andra föremål för att ta ut bröd från brödrosten eller vid rengöring. Om brödet fastnar i brödrosten, dra ut apparatens strömkontakt innan du försöker få ut det. Varning! Brödet kan vara hett.: [1868, 1050, 2194, 1118]
- list-item: • Anslut nätsladden till uttaget. (Obs: Kontrollera att spänningen som står angiven på enheten motsvarar den lokala spänningen innan du ansluter enheten. Spänning 220V-240V 50/60Hz): [1868, 983, 2194, 1012]
- heading: UTILIZAÇÃO: [432, 1425, 485, 1435]
- list-item: • Rengör apparaten med en fuktig trasa. Använd aldrig starka och slipande rengöringsmedel, skursvamp eller stålull som skadar apparaten.: [1868, 1283, 2194, 1303]
- list-item: • Om nätsladden är skadad måste den bytas ut av tillverkaren, dess servicerepresentant eller liknande kvalificerade personer för att undvika fara.: [1868, 184, 2194, 246]
- warranty-list: [791, 387, 1118, 446]
- list-item: 8. Avbrytningsknapp: [1886, 906, 2194, 915]
- crop-mark: [2207, 1581, 2208, 1625]
- list-item: • Limpie el aparato con un paño húmedo. No utilice productos de limpieza abrasivos o fuertes, estropajos o lana metálica porque se podría dañar el aparato.: [74, 1420, 400, 1440]
- warning-icon: [1509, 517, 1531, 535]
- list-item: • Aby uniknąć porażenia prądem elektrycznym, nie należy zanurzać przewodu, wtyczki ani urządzenia w wodzie bądź w innej cieczy.: [791, 1147, 1118, 1194]
- use-list: [1150, 367, 1477, 620]
